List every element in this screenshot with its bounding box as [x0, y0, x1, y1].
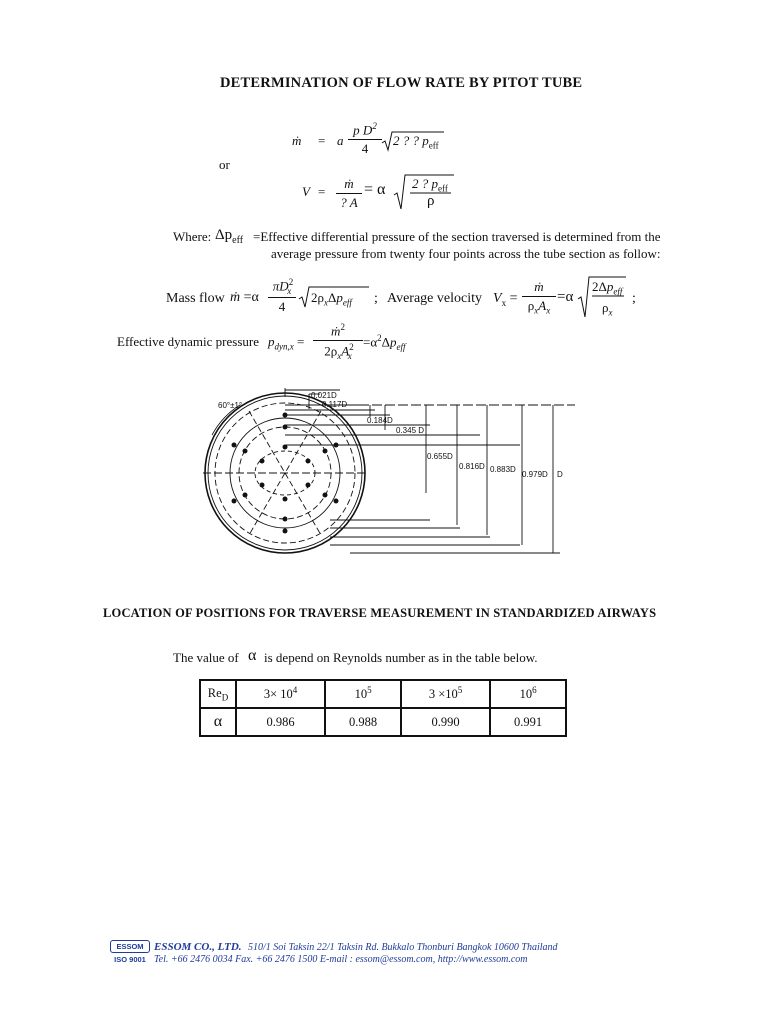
- table-row: [200, 680, 566, 708]
- mass-flow-root: $2\rho_x\Delta p_{eff}$: [311, 290, 352, 308]
- table-cell: $10^6$: [490, 680, 566, 708]
- avg-velocity-fraction: ṁ $\rho_xA_x$: [522, 279, 556, 316]
- eq1-lhs: ṁ: [292, 133, 302, 148]
- alpha-symbol: α: [248, 647, 257, 664]
- dyn-pressure-fraction: ṁ$^2$ $2\rho_xA^2_x$: [313, 322, 363, 361]
- mass-flow-fraction: $\pi D^2_x$ 4: [268, 277, 296, 315]
- table-cell: $10^5$: [325, 680, 401, 708]
- avg-velocity-end: ;: [632, 291, 636, 306]
- average-velocity-label: Average velocity: [387, 291, 482, 306]
- eq2-root-num: 2 ? $p_{eff}$: [412, 176, 448, 194]
- table-cell: $3\times 10^4$: [236, 680, 325, 708]
- table-row: [200, 708, 566, 736]
- table-cell: 0.988: [325, 708, 401, 736]
- table-header-cell: $Re_D$: [200, 680, 236, 708]
- iso-label: ISO 9001: [114, 955, 146, 964]
- mass-flow-lhs: ṁ =α: [230, 290, 259, 305]
- mass-flow-separator: ;: [374, 291, 378, 306]
- alpha-sentence-pre: The value of: [173, 650, 239, 665]
- dim-label: 0.117D: [322, 400, 348, 409]
- eq2-root-den: ρ: [427, 193, 435, 209]
- eq1-fraction: p $D^2$ 4: [348, 121, 382, 157]
- essom-logo: [110, 940, 150, 964]
- alpha-sentence-post: is depend on Reynolds number as in the table below.: [264, 650, 538, 665]
- dim-label: 0.184D: [367, 416, 393, 425]
- table-cell: 0.990: [401, 708, 490, 736]
- where-label: Where:: [173, 229, 212, 244]
- company-address: 510/1 Soi Taksin 22/1 Taksin Rd. Bukkalo Thonburi Bangkok 10600 Thailand: [248, 942, 558, 953]
- where-line-2: average pressure from twenty four points across the tube section as follow:: [271, 246, 661, 261]
- traverse-diagram: [200, 385, 575, 560]
- avg-velocity-root-num: $2\Delta p_{eff}$: [592, 279, 623, 297]
- essom-logo-badge: ESSOM: [110, 940, 150, 953]
- dim-label: 0.883D: [490, 465, 516, 474]
- or-label: or: [219, 157, 230, 172]
- dim-label-d: D: [557, 470, 563, 479]
- mass-flow-label: Mass flow: [166, 291, 225, 306]
- eq1-equals: =: [318, 133, 326, 148]
- dyn-pressure-label: Effective dynamic pressure: [117, 334, 259, 349]
- avg-velocity-root-den: $\rho_x$: [602, 300, 613, 318]
- section-heading: LOCATION OF POSITIONS FOR TRAVERSE MEASUREMENT IN STANDARDIZED AIRWAYS: [103, 606, 657, 620]
- dim-label: 0.979D: [522, 470, 548, 479]
- company-contact: Tel. +66 2476 0034 Fax. +66 2476 1500 E-mail : essom@essom.com, http://www.essom.com: [154, 954, 528, 965]
- eq2-alpha: = α: [364, 181, 386, 198]
- eq2-equals: =: [318, 184, 326, 199]
- dim-label: 0.345 D: [396, 426, 425, 435]
- where-line-1: =Effective differential pressure of the section traversed is determined from the: [253, 229, 661, 244]
- alpha-reynolds-table: [199, 679, 567, 737]
- company-name: ESSOM CO., LTD.: [154, 941, 242, 953]
- where-symbol: $\Delta p_{eff}$: [215, 227, 244, 246]
- page-title: DETERMINATION OF FLOW RATE BY PITOT TUBE: [220, 75, 583, 91]
- dim-label: 0.816D: [459, 462, 485, 471]
- avg-velocity-lhs: $V_x$ =: [493, 291, 518, 308]
- eq2-fraction: ṁ ? A: [336, 176, 362, 211]
- dyn-pressure-lhs: $p_{dyn,x}$ =: [268, 334, 305, 352]
- table-cell: 0.991: [490, 708, 566, 736]
- avg-velocity-alpha: =α: [557, 289, 574, 305]
- dim-label: 0.655D: [427, 452, 453, 461]
- table-cell: $3 \times 10^5$: [401, 680, 490, 708]
- dyn-pressure-rhs: $=\alpha^2\Delta p_{eff}$: [363, 333, 406, 352]
- eq2-lhs: V: [302, 184, 310, 199]
- eq1-root: 2 ? ? $p_{eff}$: [393, 133, 439, 151]
- eq1-a: a: [337, 133, 344, 148]
- table-header-cell: α: [200, 708, 236, 736]
- dim-label: 0.021D: [311, 391, 337, 400]
- table-cell: 0.986: [236, 708, 325, 736]
- diagram-angle-label: 60°±1°: [218, 401, 243, 410]
